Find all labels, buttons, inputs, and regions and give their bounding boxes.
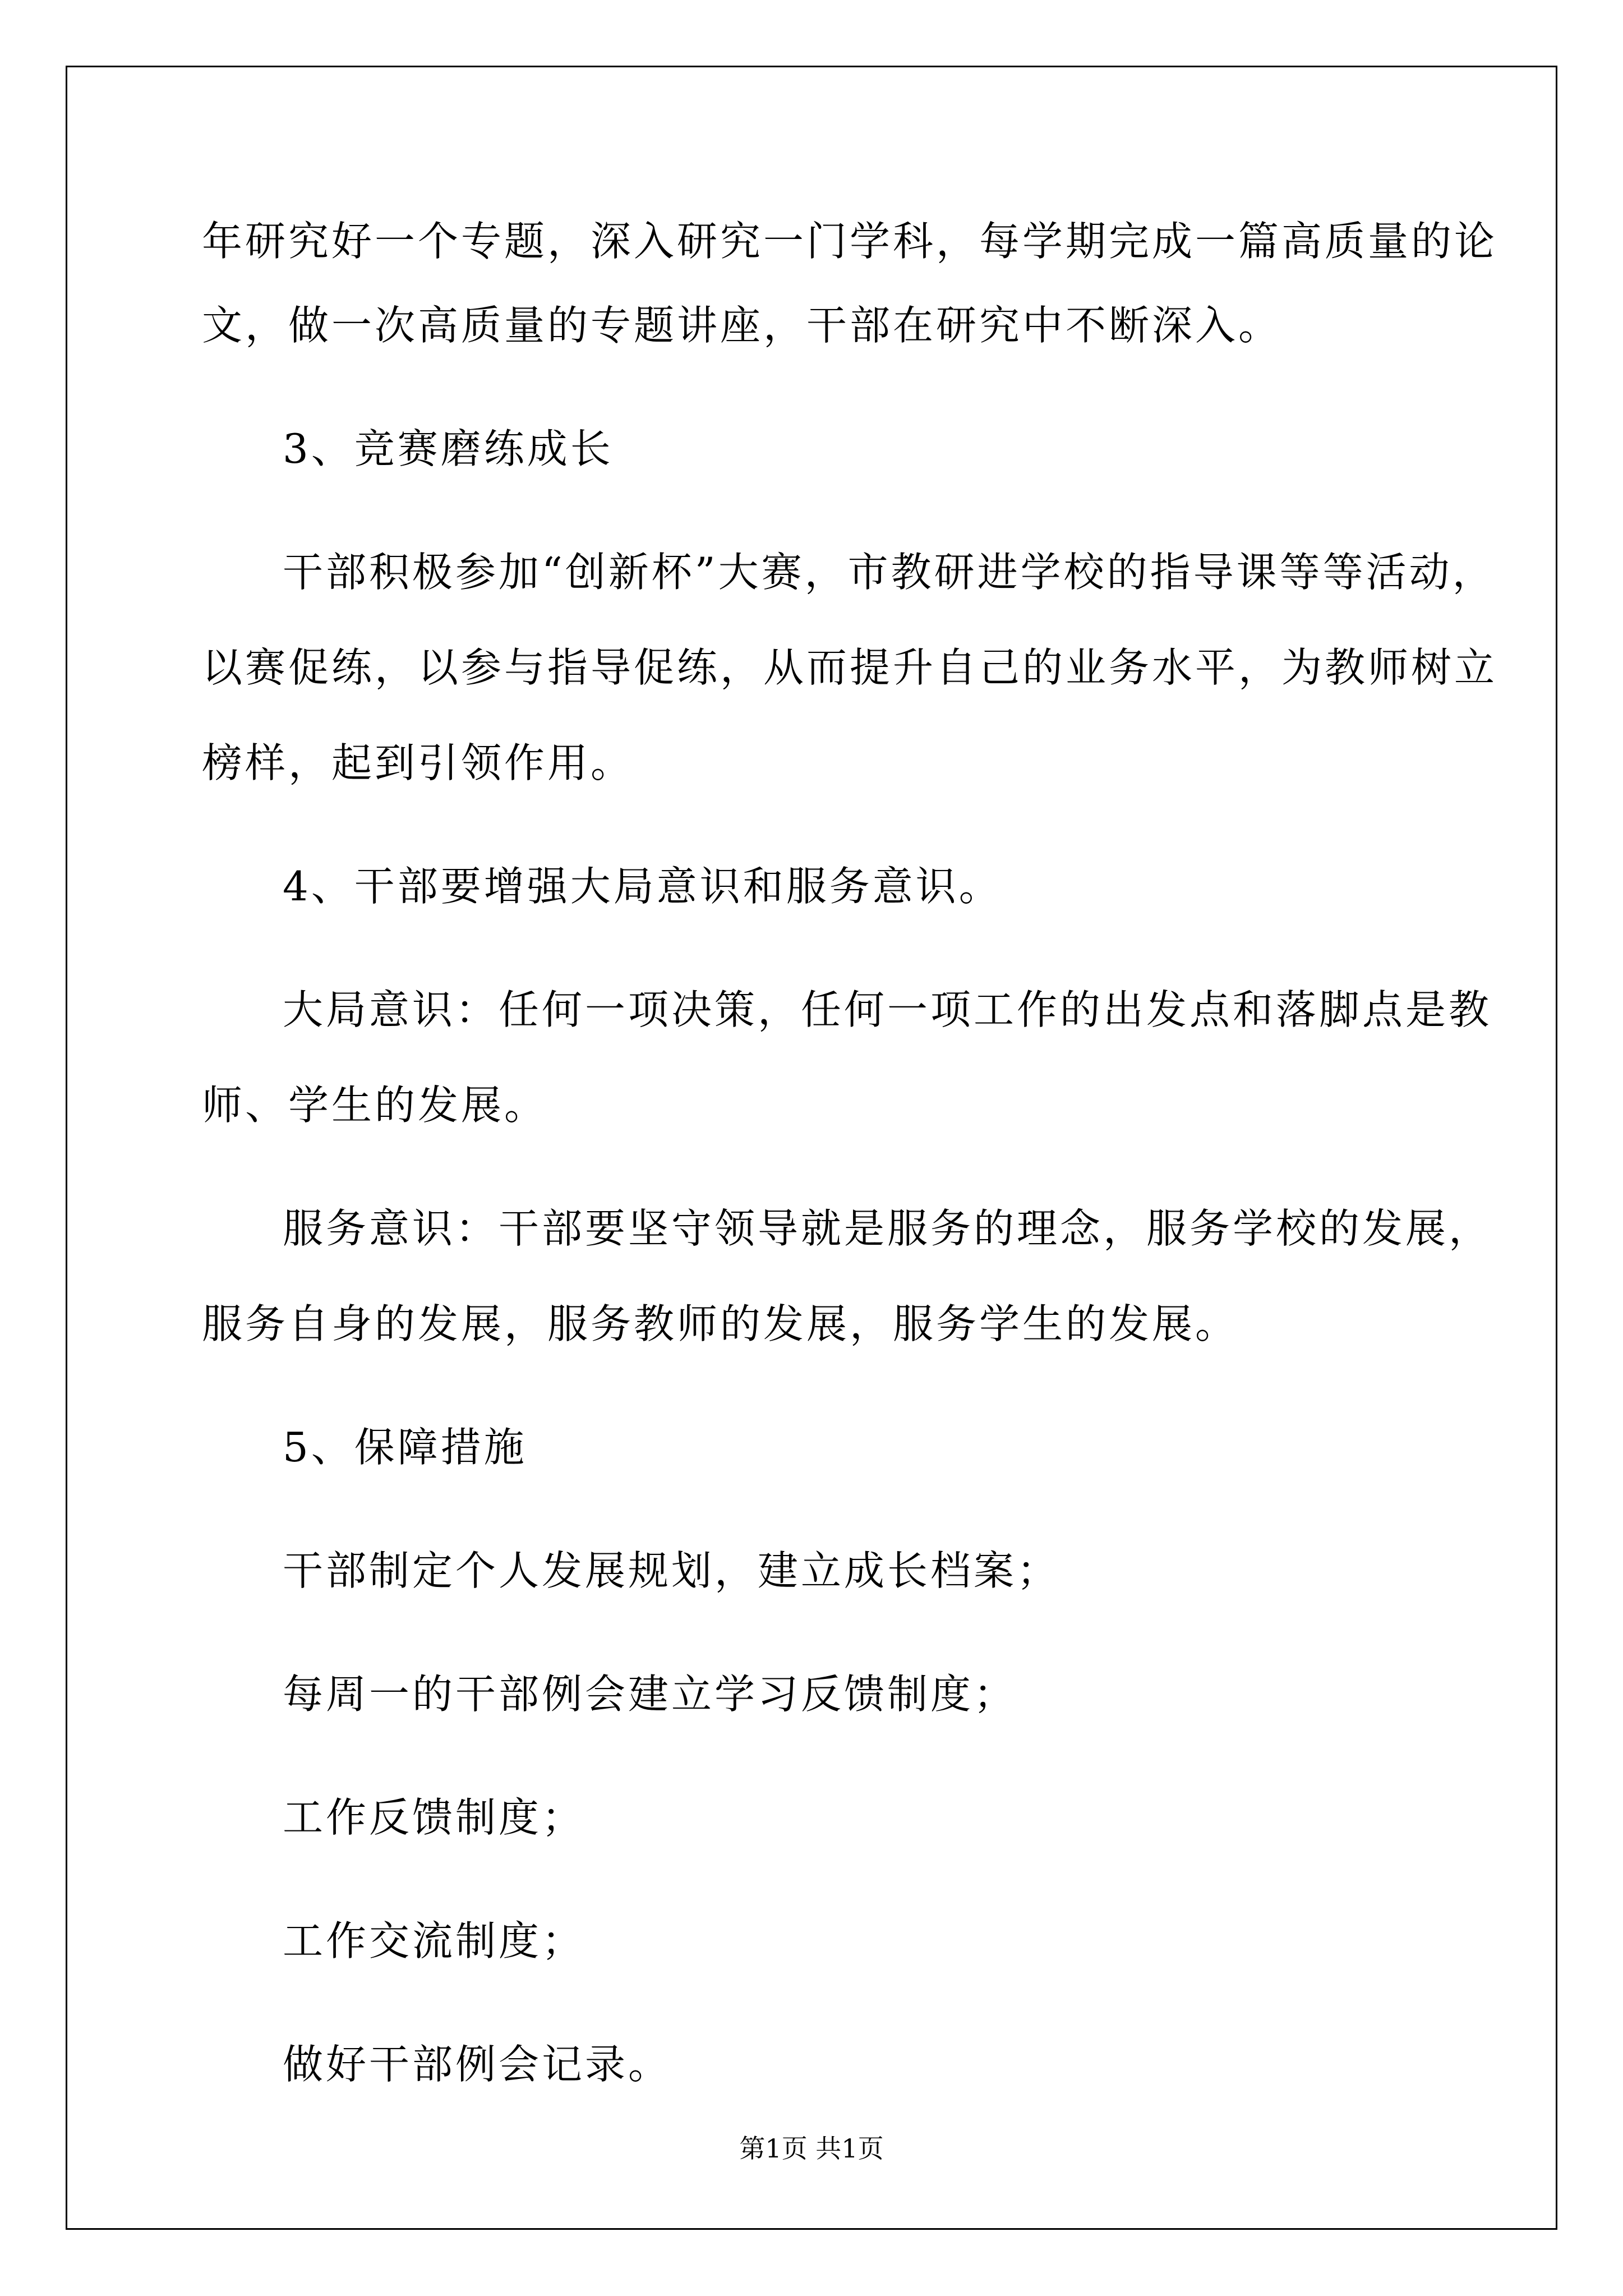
page-border	[66, 66, 1557, 2230]
text-line: 服务意识：干部要坚守领导就是服务的理念，服务学校的发展，	[283, 1205, 1492, 1252]
list-item: 干部制定个人发展规划，建立成长档案；	[283, 1547, 1061, 1594]
text-line: 师、学生的发展。	[202, 1082, 548, 1129]
text-line: 干部积极参加“创新杯”大赛，市教研进学校的指导课等等活动，	[283, 549, 1496, 596]
section-heading: 5、保障措施	[283, 1424, 527, 1471]
section-heading: 3、竞赛磨练成长	[283, 425, 614, 472]
text-line: 以赛促练，以参与指导促练，从而提升自己的业务水平，为教师树立	[202, 644, 1498, 691]
text-line: 大局意识：任何一项决策，任何一项工作的出发点和落脚点是教	[283, 986, 1492, 1033]
page-number-footer: 第1页 共1页	[739, 2133, 884, 2164]
list-item: 工作反馈制度；	[283, 1794, 585, 1841]
list-item: 做好干部例会记录。	[283, 2041, 672, 2088]
text-line: 年研究好一个专题，深入研究一门学科，每学期完成一篇高质量的论	[202, 218, 1498, 265]
section-heading: 4、干部要增强大局意识和服务意识。	[283, 863, 1002, 910]
list-item: 工作交流制度；	[283, 1917, 585, 1964]
text-line: 服务自身的发展，服务教师的发展，服务学生的发展。	[202, 1300, 1239, 1347]
text-line: 文，做一次高质量的专题讲座，干部在研究中不断深入。	[202, 302, 1282, 349]
text-line: 榜样，起到引领作用。	[202, 739, 634, 786]
list-item: 每周一的干部例会建立学习反馈制度；	[283, 1671, 1017, 1718]
